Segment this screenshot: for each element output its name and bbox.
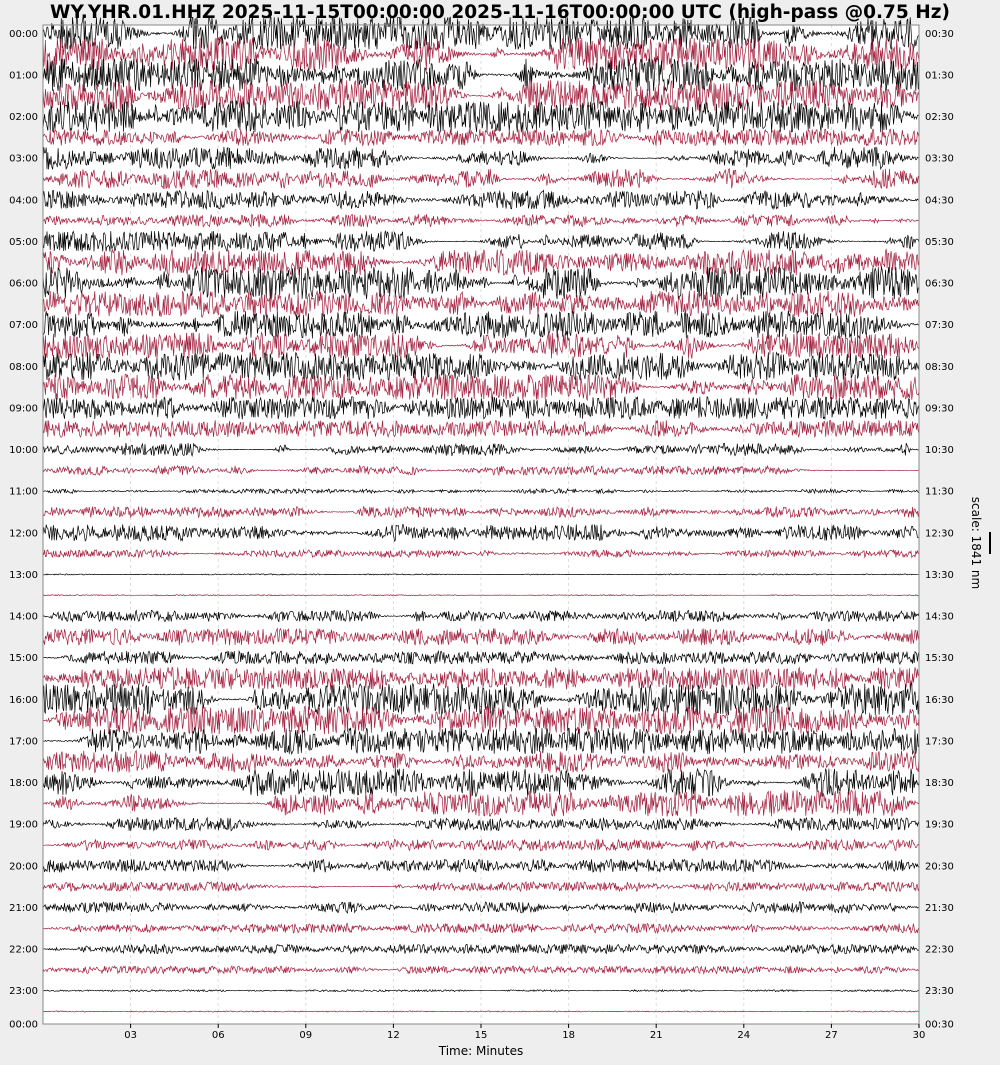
x-tick-label: 24 <box>737 1030 751 1041</box>
left-time-label: 16:00 <box>9 694 38 706</box>
x-tick-label: 27 <box>825 1030 838 1041</box>
left-time-label: 01:00 <box>9 70 38 82</box>
right-time-label: 20:30 <box>925 861 954 873</box>
left-time-label: 21:00 <box>9 902 38 914</box>
right-time-label: 10:30 <box>925 445 954 457</box>
right-time-label: 17:30 <box>925 736 954 748</box>
left-time-label: 07:00 <box>9 320 38 332</box>
right-time-label: 22:30 <box>925 944 954 956</box>
left-time-label: 04:00 <box>9 195 38 207</box>
right-time-label: 04:30 <box>925 195 954 207</box>
right-time-label: 05:30 <box>925 236 954 248</box>
left-time-label: 22:00 <box>9 944 38 956</box>
left-time-label: 02:00 <box>9 112 38 124</box>
x-tick-label: 30 <box>912 1030 926 1041</box>
right-time-label: 11:30 <box>925 486 954 498</box>
left-time-label: 03:00 <box>9 153 38 165</box>
x-tick-label: 06 <box>211 1030 225 1041</box>
left-time-label: 17:00 <box>9 736 38 748</box>
left-time-label: 08:00 <box>9 361 38 373</box>
x-tick-label: 18 <box>562 1030 575 1041</box>
right-time-label: 08:30 <box>925 361 954 373</box>
left-time-label: 00:00 <box>9 1019 38 1031</box>
left-time-labels <box>9 29 38 1031</box>
left-time-label: 20:00 <box>9 861 38 873</box>
left-time-label: 14:00 <box>9 611 38 623</box>
x-tick-label: 09 <box>299 1030 313 1041</box>
x-axis-ticks <box>124 1024 925 1041</box>
right-time-label: 13:30 <box>925 569 954 581</box>
right-time-label: 18:30 <box>925 778 954 790</box>
x-tick-label: 15 <box>474 1030 488 1041</box>
right-time-label: 07:30 <box>925 320 954 332</box>
chart-title: WY.YHR.01.HHZ 2025-11-15T00:00:00 2025-11-16T00:00:00 UTC (high-pass @0.75 Hz) <box>50 2 950 23</box>
right-time-label: 23:30 <box>925 986 954 998</box>
x-axis-label: Time: Minutes <box>438 1044 524 1058</box>
left-time-label: 10:00 <box>9 445 38 457</box>
x-tick-label: 03 <box>124 1030 137 1041</box>
right-time-label: 01:30 <box>925 70 954 82</box>
left-time-label: 18:00 <box>9 778 38 790</box>
left-time-label: 23:00 <box>9 986 38 998</box>
right-time-label: 09:30 <box>925 403 954 415</box>
scale-label: scale: 1841 nm <box>969 496 983 590</box>
x-tick-label: 12 <box>387 1030 400 1041</box>
right-time-label: 06:30 <box>925 278 954 290</box>
right-time-label: 21:30 <box>925 902 954 914</box>
left-time-label: 05:00 <box>9 236 38 248</box>
left-time-label: 09:00 <box>9 403 38 415</box>
right-time-label: 14:30 <box>925 611 954 623</box>
right-time-label: 00:30 <box>925 28 954 40</box>
left-time-label: 00:00 <box>9 28 38 40</box>
left-time-label: 15:00 <box>9 653 38 665</box>
right-time-label: 19:30 <box>925 819 954 831</box>
right-time-label: 15:30 <box>925 653 954 665</box>
left-time-label: 12:00 <box>9 528 38 540</box>
left-time-label: 13:00 <box>9 569 38 581</box>
right-time-labels <box>925 29 954 1031</box>
left-time-label: 06:00 <box>9 278 38 290</box>
left-time-label: 11:00 <box>9 486 38 498</box>
right-time-label: 03:30 <box>925 153 954 165</box>
right-time-label: 16:30 <box>925 694 954 706</box>
right-time-label: 12:30 <box>925 528 954 540</box>
left-time-label: 19:00 <box>9 819 38 831</box>
x-tick-label: 21 <box>649 1030 663 1041</box>
right-time-label: 02:30 <box>925 112 954 124</box>
right-time-label: 00:30 <box>925 1019 954 1031</box>
